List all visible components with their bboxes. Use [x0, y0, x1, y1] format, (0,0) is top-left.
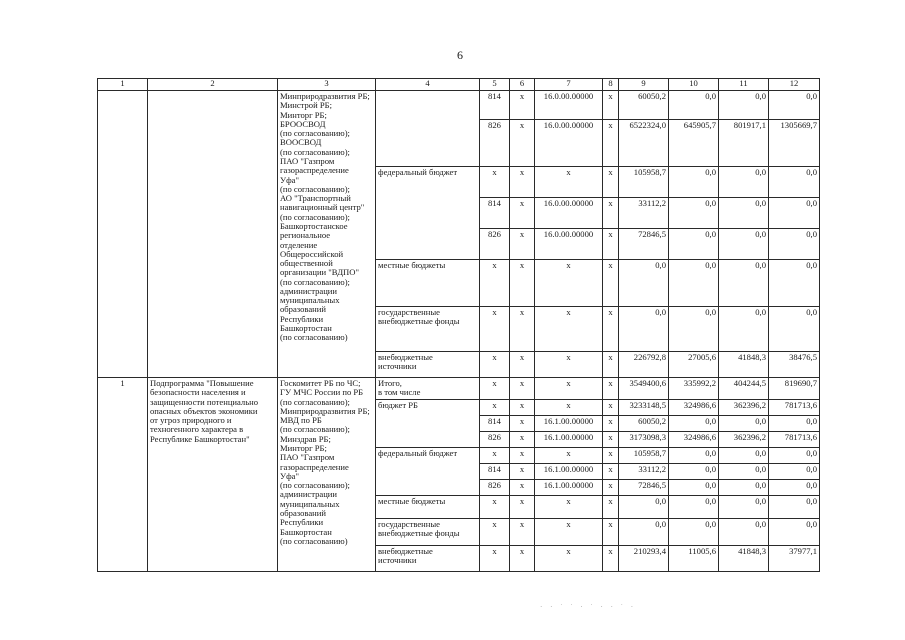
- cell-11: 0,0: [719, 495, 769, 518]
- cell-7: х: [535, 378, 603, 400]
- cell-11: 0,0: [719, 463, 769, 479]
- cell-12: 0,0: [769, 260, 820, 307]
- cell-7: 16.0.00.00000: [535, 120, 603, 167]
- executors-cell: Госкомитет РБ по ЧС; ГУ МЧС России по РБ (по согласованию); Минприродразвития РБ; МВД по РБ (по согласованию); Минздрав РБ; Минторг РБ; ПАО "Газпром газораспределение Уфа" (по согласованию); администрации муниципальных образований Республики Башкортостан (по согласованию): [278, 378, 376, 572]
- cell-10: 0,0: [669, 307, 719, 352]
- cell-9: 33112,2: [619, 463, 669, 479]
- source-cell: государственные внебюджетные фонды: [376, 307, 480, 352]
- cell-9: 0,0: [619, 518, 669, 545]
- cell-11: 0,0: [719, 518, 769, 545]
- cell-11: 41848,3: [719, 352, 769, 378]
- cell-8: х: [603, 167, 619, 198]
- cell-6: х: [510, 91, 535, 120]
- cell-5: х: [480, 352, 510, 378]
- cell-9: 0,0: [619, 260, 669, 307]
- cell-11: 0,0: [719, 479, 769, 495]
- scan-artifact: · · ˙ ˙ · ˙ · · ˙ ·: [540, 603, 637, 611]
- header-cell: 4: [376, 79, 480, 91]
- cell-8: х: [603, 518, 619, 545]
- cell-7: х: [535, 545, 603, 571]
- cell-9: 105958,7: [619, 167, 669, 198]
- cell-10: 324986,6: [669, 399, 719, 415]
- cell-8: х: [603, 120, 619, 167]
- cell-6: х: [510, 479, 535, 495]
- cell-8: х: [603, 198, 619, 229]
- cell-9: 72846,5: [619, 479, 669, 495]
- cell-12: 781713,6: [769, 399, 820, 415]
- cell-7: 16.0.00.00000: [535, 229, 603, 260]
- cell-11: 0,0: [719, 447, 769, 463]
- cell-9: 3173098,3: [619, 431, 669, 447]
- cell-8: х: [603, 447, 619, 463]
- cell-5: х: [480, 518, 510, 545]
- cell-11: 0,0: [719, 229, 769, 260]
- cell-12: 0,0: [769, 198, 820, 229]
- cell-5: 814: [480, 91, 510, 120]
- cell-9: 0,0: [619, 307, 669, 352]
- cell-8: х: [603, 415, 619, 431]
- cell-9: 60050,2: [619, 91, 669, 120]
- cell-5: 814: [480, 198, 510, 229]
- cell-7: х: [535, 399, 603, 415]
- cell-8: х: [603, 378, 619, 400]
- cell-12: 0,0: [769, 167, 820, 198]
- cell-7: х: [535, 495, 603, 518]
- page-number: 6: [457, 48, 463, 62]
- cell-5: 814: [480, 463, 510, 479]
- cell-10: 0,0: [669, 91, 719, 120]
- header-cell: 7: [535, 79, 603, 91]
- cell-5: х: [480, 167, 510, 198]
- source-cell: бюджет РБ: [376, 399, 480, 447]
- cell-12: 0,0: [769, 495, 820, 518]
- cell-10: 0,0: [669, 167, 719, 198]
- cell-5: х: [480, 447, 510, 463]
- cell-6: х: [510, 167, 535, 198]
- cell-10: 0,0: [669, 518, 719, 545]
- cell-10: 0,0: [669, 198, 719, 229]
- cell-11: 0,0: [719, 198, 769, 229]
- source-cell: местные бюджеты: [376, 495, 480, 518]
- cell-10: 0,0: [669, 260, 719, 307]
- cell-9: 3233148,5: [619, 399, 669, 415]
- cell-6: х: [510, 463, 535, 479]
- cell-5: х: [480, 545, 510, 571]
- cell-12: 0,0: [769, 518, 820, 545]
- header-cell: 3: [278, 79, 376, 91]
- cell-9: 105958,7: [619, 447, 669, 463]
- cell-12: 0,0: [769, 91, 820, 120]
- cell-7: 16.0.00.00000: [535, 91, 603, 120]
- cell-7: х: [535, 518, 603, 545]
- cell-6: х: [510, 378, 535, 400]
- cell-12: 0,0: [769, 307, 820, 352]
- cell-11: 404244,5: [719, 378, 769, 400]
- cell-6: х: [510, 399, 535, 415]
- cell-6: х: [510, 120, 535, 167]
- cell-9: 0,0: [619, 495, 669, 518]
- cell-10: 324986,6: [669, 431, 719, 447]
- cell-5: х: [480, 307, 510, 352]
- cell-8: х: [603, 352, 619, 378]
- cell-9: 210293,4: [619, 545, 669, 571]
- source-cell: федеральный бюджет: [376, 167, 480, 260]
- cell-10: 11005,6: [669, 545, 719, 571]
- cell-6: х: [510, 495, 535, 518]
- cell-8: х: [603, 260, 619, 307]
- cell-6: х: [510, 431, 535, 447]
- cell-7: 16.1.00.00000: [535, 463, 603, 479]
- cell-10: 0,0: [669, 415, 719, 431]
- cell-8: х: [603, 495, 619, 518]
- cell-8: х: [603, 463, 619, 479]
- cell-5: 814: [480, 415, 510, 431]
- cell-7: х: [535, 167, 603, 198]
- cell-12: 0,0: [769, 229, 820, 260]
- cell-5: х: [480, 378, 510, 400]
- cell-11: 0,0: [719, 307, 769, 352]
- cell-10: 0,0: [669, 463, 719, 479]
- cell-8: х: [603, 307, 619, 352]
- cell-9: 33112,2: [619, 198, 669, 229]
- cell-12: 38476,5: [769, 352, 820, 378]
- cell-10: 0,0: [669, 479, 719, 495]
- cell-7: х: [535, 307, 603, 352]
- cell-11: 362396,2: [719, 431, 769, 447]
- cell-8: х: [603, 91, 619, 120]
- cell-12: 819690,7: [769, 378, 820, 400]
- header-cell: 10: [669, 79, 719, 91]
- cell-6: х: [510, 545, 535, 571]
- cell-12: 1305669,7: [769, 120, 820, 167]
- cell-10: 0,0: [669, 229, 719, 260]
- cell-9: 3549400,6: [619, 378, 669, 400]
- cell-8: х: [603, 229, 619, 260]
- number-cell-empty: [98, 91, 148, 378]
- header-cell: 8: [603, 79, 619, 91]
- cell-10: 27005,6: [669, 352, 719, 378]
- cell-6: х: [510, 447, 535, 463]
- source-cell: [376, 91, 480, 167]
- cell-6: х: [510, 415, 535, 431]
- header-cell: 12: [769, 79, 820, 91]
- cell-9: 226792,8: [619, 352, 669, 378]
- cell-11: 0,0: [719, 415, 769, 431]
- cell-8: х: [603, 479, 619, 495]
- cell-8: х: [603, 399, 619, 415]
- cell-5: х: [480, 495, 510, 518]
- source-cell: Итого, в том числе: [376, 378, 480, 400]
- cell-11: 362396,2: [719, 399, 769, 415]
- header-cell: 1: [98, 79, 148, 91]
- cell-5: х: [480, 260, 510, 307]
- cell-12: 0,0: [769, 479, 820, 495]
- source-cell: внебюджетные источники: [376, 352, 480, 378]
- cell-5: 826: [480, 229, 510, 260]
- cell-6: х: [510, 198, 535, 229]
- cell-10: 645905,7: [669, 120, 719, 167]
- source-cell: внебюджетные источники: [376, 545, 480, 571]
- cell-8: х: [603, 431, 619, 447]
- header-cell: 9: [619, 79, 669, 91]
- cell-7: 16.1.00.00000: [535, 415, 603, 431]
- cell-11: 0,0: [719, 260, 769, 307]
- cell-8: х: [603, 545, 619, 571]
- header-cell: 11: [719, 79, 769, 91]
- cell-12: 0,0: [769, 463, 820, 479]
- cell-6: х: [510, 229, 535, 260]
- cell-12: 0,0: [769, 415, 820, 431]
- budget-table: [97, 78, 820, 572]
- row-number-cell: 1: [98, 378, 148, 572]
- cell-7: 16.0.00.00000: [535, 198, 603, 229]
- cell-10: 335992,2: [669, 378, 719, 400]
- cell-6: х: [510, 307, 535, 352]
- cell-7: 16.1.00.00000: [535, 431, 603, 447]
- cell-5: 826: [480, 120, 510, 167]
- cell-10: 0,0: [669, 495, 719, 518]
- cell-12: 781713,6: [769, 431, 820, 447]
- table-row: [98, 378, 820, 400]
- subprogram-title-cell: Подпрограмма "Повышение безопасности населения и защищенности потенциально опасных объектов экономики от угроз природного и техногенного характера в Республике Башкортостан": [148, 378, 278, 572]
- table-row: [98, 91, 820, 120]
- header-cell: 6: [510, 79, 535, 91]
- cell-9: 60050,2: [619, 415, 669, 431]
- source-cell: местные бюджеты: [376, 260, 480, 307]
- cell-6: х: [510, 260, 535, 307]
- header-cell: 5: [480, 79, 510, 91]
- cell-11: 0,0: [719, 91, 769, 120]
- cell-7: х: [535, 447, 603, 463]
- cell-5: 826: [480, 431, 510, 447]
- title-cell-empty: [148, 91, 278, 378]
- source-cell: федеральный бюджет: [376, 447, 480, 495]
- header-cell: 2: [148, 79, 278, 91]
- cell-11: 801917,1: [719, 120, 769, 167]
- cell-7: х: [535, 352, 603, 378]
- table-header-row: [98, 79, 820, 91]
- cell-12: 37977,1: [769, 545, 820, 571]
- source-cell: государственные внебюджетные фонды: [376, 518, 480, 545]
- executors-cell: Минприродразвития РБ; Минстрой РБ; Минторг РБ; БРООСВОД (по согласованию); ВООСВОД (по согласованию); ПАО "Газпром газораспределение Уфа" (по согласованию); АО "Транспортный навигационный центр" (по согласованию); Башкортостанское региональное отделение Общероссийской общественной организации "ВДПО" (по согласованию); администрации муниципальных образований Республики Башкортостан (по согласованию): [278, 91, 376, 378]
- cell-7: х: [535, 260, 603, 307]
- cell-5: 826: [480, 479, 510, 495]
- cell-12: 0,0: [769, 447, 820, 463]
- cell-9: 6522324,0: [619, 120, 669, 167]
- cell-9: 72846,5: [619, 229, 669, 260]
- cell-6: х: [510, 352, 535, 378]
- cell-7: 16.1.00.00000: [535, 479, 603, 495]
- cell-5: х: [480, 399, 510, 415]
- cell-11: 41848,3: [719, 545, 769, 571]
- cell-10: 0,0: [669, 447, 719, 463]
- cell-11: 0,0: [719, 167, 769, 198]
- cell-6: х: [510, 518, 535, 545]
